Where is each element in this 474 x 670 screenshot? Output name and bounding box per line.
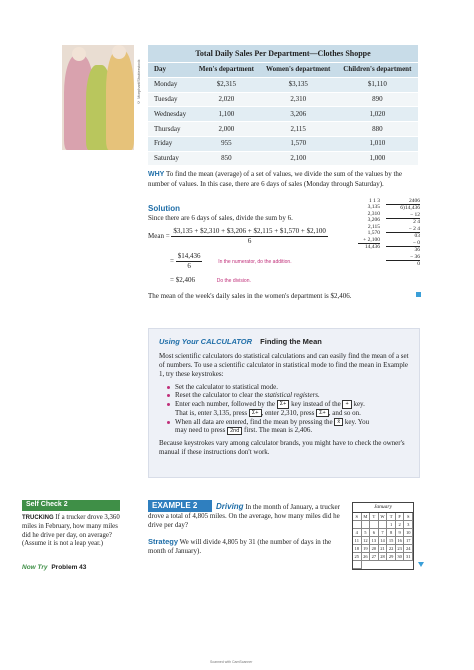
second-key: 2nd	[227, 427, 242, 435]
calendar-date: 27	[370, 553, 379, 561]
division-step: − 12	[386, 212, 420, 219]
addend: 1,570	[367, 230, 380, 237]
table-cell: $2,315	[193, 77, 260, 92]
division-step: − 36	[386, 254, 420, 261]
mean-equation	[148, 227, 358, 246]
table-cell: 2,310	[260, 92, 337, 107]
table-title: Total Daily Sales Per Department—Clothes Shoppe	[148, 45, 418, 62]
table-cell: Thursday	[148, 122, 193, 137]
calendar-date: 26	[362, 553, 371, 561]
step-two-denominator: 6	[187, 261, 191, 270]
calendar-grid	[353, 513, 413, 569]
calendar-date: 23	[396, 545, 405, 553]
table-row	[148, 92, 418, 107]
table-row	[148, 136, 418, 151]
table-cell: Tuesday	[148, 92, 193, 107]
solution-conclusion: The mean of the week's daily sales in the women's department is $2,406.	[148, 292, 352, 300]
calendar-date	[370, 521, 379, 529]
self-check-tab: Self Check 2	[22, 500, 120, 511]
calendar-date: 12	[362, 537, 371, 545]
continue-arrow-icon	[418, 562, 424, 567]
photo-credit: © Morphart/Shutterstock	[136, 59, 141, 105]
scan-note: Scanned with CamScanner	[210, 660, 253, 664]
step-two-fraction	[176, 252, 203, 271]
calculator-step: When all data are entered, find the mean by pressing the x̄ key. You may need to press 2nd first. The mean is 2,406.	[159, 418, 409, 436]
example-tab: EXAMPLE 2	[148, 500, 212, 512]
table-cell: Wednesday	[148, 107, 193, 122]
calendar-date: 1	[387, 521, 396, 529]
calendar-date: 25	[353, 553, 362, 561]
calendar-date: 7	[379, 529, 388, 537]
division-step: 0	[417, 261, 420, 268]
calendar-day-header: T	[370, 513, 379, 521]
step-three-note: Do the division.	[216, 278, 251, 284]
table-row	[148, 122, 418, 137]
calendar-day-header: S	[404, 513, 413, 521]
calendar-date: 28	[379, 553, 388, 561]
strategy-paragraph: Strategy We will divide 4,805 by 31 (the number of days in the month of January).	[148, 537, 332, 556]
table-cell: 1,100	[193, 107, 260, 122]
addend: 3,206	[367, 217, 380, 224]
calculator-outro: Because keystrokes vary among calculator brands, you might have to check the owner's manual if these instructions don't work.	[159, 439, 405, 456]
sum-fraction	[171, 227, 327, 246]
calendar-date: 13	[370, 537, 379, 545]
calendar-date: 15	[387, 537, 396, 545]
calculator-step: Set the calculator to statistical mode.	[159, 383, 409, 392]
calendar-date: 21	[379, 545, 388, 553]
table-cell: 3,206	[260, 107, 337, 122]
calendar-day-header: W	[379, 513, 388, 521]
solution-label: Solution	[148, 204, 180, 213]
calendar-date: 10	[404, 529, 413, 537]
table-cell: 2,020	[193, 92, 260, 107]
store-photo	[62, 45, 134, 150]
table-cell: 880	[337, 122, 418, 137]
addend: + 2,100	[358, 237, 380, 244]
table-cell: 955	[193, 136, 260, 151]
mean-label: Mean =	[148, 231, 170, 240]
table-header: Women's department	[260, 63, 337, 78]
addend: 2,310	[367, 210, 380, 217]
calculator-box	[148, 328, 420, 478]
calendar-date: 30	[396, 553, 405, 561]
table-cell: 1,570	[260, 136, 337, 151]
calendar-date: 29	[387, 553, 396, 561]
division-step: 03	[414, 233, 420, 240]
step-two-numerator: $14,436	[177, 252, 201, 260]
end-marker	[416, 292, 421, 297]
table-row	[148, 151, 418, 165]
table-row	[148, 77, 418, 92]
calendar-date: 6	[370, 529, 379, 537]
calendar-date: 3	[404, 521, 413, 529]
table-cell: $1,110	[337, 77, 418, 92]
calendar-date	[379, 521, 388, 529]
calculator-title: Using Your CALCULATOR	[159, 337, 253, 346]
calculator-steps	[159, 383, 409, 436]
calculator-subtitle: Finding the Mean	[260, 337, 322, 346]
now-try-label: Now Try	[22, 564, 48, 571]
table-cell: 850	[193, 151, 260, 165]
calculator-step: Reset the calculator to clear the statistical registers.	[159, 391, 409, 400]
table-cell: $3,135	[260, 77, 337, 92]
sales-table	[148, 45, 418, 165]
table-cell: 1,010	[337, 136, 418, 151]
division-step: 36	[414, 247, 420, 254]
january-calendar	[352, 502, 414, 570]
calculator-intro: Most scientific calculators do statistical calculations and can easily find the mean of a set of numbers. To use a scientific calculator in statistical mode to find the mean in Example 1, try these keystrokes:	[159, 352, 409, 378]
calendar-title: January	[353, 503, 413, 513]
carries: 1 1 3	[369, 198, 380, 204]
table-header: Men's department	[193, 63, 260, 78]
example-title: Driving	[216, 502, 244, 511]
calendar-day-header: T	[387, 513, 396, 521]
addition-sum: 14,436	[364, 244, 380, 251]
self-check-lead: TRUCKING	[22, 515, 54, 521]
why-label: WHY	[148, 171, 165, 178]
calendar-date: 19	[362, 545, 371, 553]
calendar-day-header: F	[396, 513, 405, 521]
addend: 3,135	[367, 204, 380, 211]
calendar-date: 2	[396, 521, 405, 529]
table-cell: 1,000	[337, 151, 418, 165]
why-text: To find the mean (average) of a set of values, we divide the sum of the values by the number of values. In this case, there are 6 days of sales (Monday through Saturday).	[148, 170, 403, 188]
now-try	[22, 564, 86, 572]
table-cell: 2,000	[193, 122, 260, 137]
calendar-date: 4	[353, 529, 362, 537]
division-step: − 2 4	[386, 226, 420, 233]
why-paragraph	[148, 170, 420, 189]
xbar-key: x̄	[334, 418, 343, 426]
calendar-date: 24	[404, 545, 413, 553]
calendar-date: 16	[396, 537, 405, 545]
calendar-date	[362, 521, 371, 529]
sum-denominator: 6	[247, 236, 252, 245]
addend: 2,115	[367, 223, 380, 230]
table-cell: 2,115	[260, 122, 337, 137]
calendar-date: 22	[387, 545, 396, 553]
table-cell: Saturday	[148, 151, 193, 165]
calendar-day-header: S	[353, 513, 362, 521]
sigma-plus-key: Σ+	[277, 400, 290, 408]
solution-intro: Since there are 6 days of sales, divide the sum by 6.	[148, 214, 293, 222]
step-three	[170, 276, 251, 285]
now-try-problem[interactable]: Problem 43	[51, 564, 87, 571]
calculator-step: Enter each number, followed by the Σ+ key instead of the + key. That is, enter 3,135, press Σ+ , enter 2,310, press Σ+ , and so on.	[159, 400, 409, 418]
long-division-work	[358, 198, 420, 268]
dividend: 6)14,436	[386, 204, 420, 211]
calendar-date: 20	[370, 545, 379, 553]
calendar-date: 31	[404, 553, 413, 561]
calendar-date: 9	[396, 529, 405, 537]
example-text: Driving In the month of January, a trucker drove a total of 4,805 miles. On the average, how many miles did he drive per day?	[148, 502, 340, 530]
calendar-date	[353, 561, 362, 569]
table-header-row	[148, 63, 418, 78]
calendar-date: 14	[379, 537, 388, 545]
sigma-plus-key: Σ+	[249, 409, 262, 417]
calculator-heading	[159, 337, 409, 346]
table-cell: Monday	[148, 77, 193, 92]
step-two: = $\frac{\$14,436}{6}$ In the numerator, do the addition.	[170, 252, 292, 270]
quotient: 2406	[409, 198, 420, 204]
self-check-text: TRUCKING If a trucker drove 3,360 miles in February, how many miles did he drive per day, on average? (Assume it is not a leap year.)	[22, 514, 120, 548]
calendar-date	[353, 521, 362, 529]
calendar-date: 18	[353, 545, 362, 553]
division-step: 2 4	[413, 219, 420, 226]
calendar-date: 8	[387, 529, 396, 537]
sum-numerator: $3,135 + $2,310 + $3,206 + $2,115 + $1,570 + $2,100	[173, 227, 326, 235]
calendar-date: 11	[353, 537, 362, 545]
table-cell: 1,020	[337, 107, 418, 122]
calendar-day-header: M	[362, 513, 371, 521]
table-cell: 2,100	[260, 151, 337, 165]
calendar-date: 5	[362, 529, 371, 537]
table-row	[148, 107, 418, 122]
strategy-label: Strategy	[148, 537, 179, 546]
step-three-value: = $2,406	[170, 276, 195, 284]
sigma-plus-key: Σ+	[316, 409, 329, 417]
table-cell: 890	[337, 92, 418, 107]
division-step: − 0	[386, 240, 420, 247]
calendar-date: 17	[404, 537, 413, 545]
table-cell: Friday	[148, 136, 193, 151]
step-two-note: In the numerator, do the addition.	[218, 258, 292, 265]
table-header: Day	[148, 63, 193, 78]
plus-key: +	[342, 400, 351, 408]
table-header: Children's department	[337, 63, 418, 78]
